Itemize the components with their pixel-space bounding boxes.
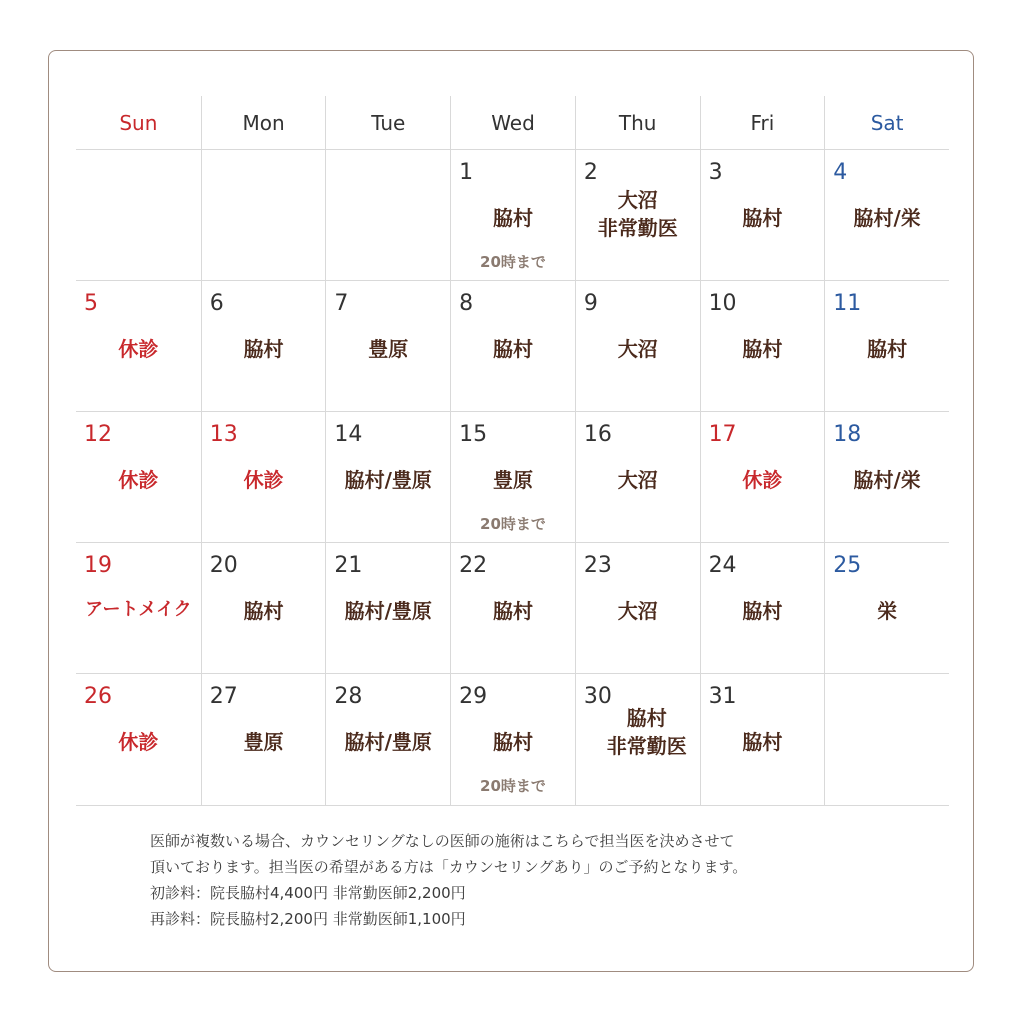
doctor-name: 大沼 [617, 599, 658, 623]
doctor-schedule [326, 464, 450, 493]
day-cell-6 [201, 281, 326, 412]
day-cell-27 [201, 674, 326, 805]
doctor-name: 脇村 [243, 337, 284, 361]
doctor-schedule [202, 595, 326, 624]
footer-line-2: 頂いております。担当医の希望がある方は「カウンセリングあり」のご予約となります。 [150, 858, 748, 876]
doctor-note: 非常勤医 [597, 216, 678, 240]
day-number: 14 [334, 422, 363, 447]
weekday-header-thu: Thu [575, 96, 700, 150]
day-number: 13 [209, 422, 238, 447]
weekday-header-wed: Wed [450, 96, 575, 150]
doctor-name: 大沼 [617, 337, 658, 361]
day-number: 28 [334, 684, 363, 709]
day-number: 29 [459, 684, 488, 709]
doctor-name: 脇村 [742, 730, 783, 754]
doctor-name: 休診 [742, 468, 783, 492]
day-cell-10 [700, 281, 825, 412]
doctor-name: 大沼 [617, 468, 658, 492]
doctor-schedule [825, 464, 949, 493]
day-number: 27 [209, 684, 238, 709]
day-number: 9 [583, 291, 598, 316]
day-cell-22 [450, 543, 575, 674]
day-number: 21 [334, 553, 363, 578]
doctor-name: 休診 [118, 337, 159, 361]
day-number: 2 [583, 160, 598, 185]
day-cell-17 [700, 412, 825, 543]
day-cell-7 [325, 281, 450, 412]
day-cell-9 [575, 281, 700, 412]
day-number: 24 [708, 553, 737, 578]
day-cell-12 [76, 412, 201, 543]
doctor-schedule [825, 202, 949, 231]
day-number: 18 [833, 422, 862, 447]
doctor-schedule [202, 333, 326, 362]
doctor-schedule [451, 726, 575, 755]
day-number: 30 [583, 684, 612, 709]
doctor-name: 脇村 [867, 337, 908, 361]
day-cell-4 [824, 150, 949, 281]
doctor-schedule [825, 595, 949, 624]
day-number: 8 [459, 291, 474, 316]
doctor-name: 脇村 [742, 337, 783, 361]
day-number: 5 [84, 291, 98, 316]
footer-line-1: 医師が複数いる場合、カウンセリングなしの医師の施術はこちらで担当医を決めさせて [150, 832, 735, 850]
doctor-schedule [326, 726, 450, 755]
day-cell-25 [824, 543, 949, 674]
day-cell-13 [201, 412, 326, 543]
empty-day-cell [325, 150, 450, 281]
day-cell-8 [450, 281, 575, 412]
doctor-schedule [701, 464, 825, 493]
doctor-name: 休診 [118, 730, 159, 754]
doctor-schedule [701, 202, 825, 231]
doctor-name: 脇村 [626, 706, 667, 730]
day-number: 22 [459, 553, 488, 578]
doctor-schedule [451, 595, 575, 624]
day-number: 19 [84, 553, 112, 578]
hours-note: 20時まで [480, 253, 546, 271]
doctor-name: 脇村 [492, 599, 533, 623]
day-cell-15 [450, 412, 575, 543]
doctor-name: 脇村 [243, 599, 284, 623]
doctor-name: 大沼 [617, 188, 658, 212]
doctor-schedule [451, 333, 575, 362]
doctor-name: 脇村 [492, 337, 533, 361]
doctor-name: 栄 [877, 599, 898, 623]
doctor-name: 休診 [243, 468, 284, 492]
weekday-header-sat: Sat [824, 96, 949, 150]
day-number: 23 [583, 553, 612, 578]
day-cell-29 [450, 674, 575, 805]
day-cell-30 [575, 674, 700, 805]
day-number: 15 [459, 422, 488, 447]
day-number: 16 [583, 422, 612, 447]
day-number: 3 [708, 160, 723, 185]
doctor-name: 豊原 [368, 337, 409, 361]
day-number: 10 [708, 291, 737, 316]
footer-line-4: 再診料：院長脇村2,200円 非常勤医師1,100円 [150, 910, 466, 928]
doctor-schedule [576, 333, 700, 362]
day-cell-31 [700, 674, 825, 805]
day-cell-18 [824, 412, 949, 543]
weekday-header-mon: Mon [201, 96, 326, 150]
day-number: 31 [708, 684, 737, 709]
day-cell-16 [575, 412, 700, 543]
doctor-schedule [326, 333, 450, 362]
day-number: 25 [833, 553, 862, 578]
doctor-schedule [451, 464, 575, 493]
day-cell-28 [325, 674, 450, 805]
day-cell-24 [700, 543, 825, 674]
day-cell-11 [824, 281, 949, 412]
doctor-name: 休診 [118, 468, 159, 492]
day-cell-1 [450, 150, 575, 281]
doctor-name: 脇村 [742, 599, 783, 623]
doctor-schedule [76, 595, 201, 621]
doctor-schedule [701, 333, 825, 362]
doctor-name: 脇村/栄 [853, 468, 921, 492]
doctor-schedule [326, 595, 450, 624]
day-number: 12 [84, 422, 112, 447]
doctor-name: 脇村/豊原 [344, 599, 432, 623]
doctor-schedule [202, 464, 326, 493]
day-number: 20 [209, 553, 238, 578]
doctor-name: 豊原 [243, 730, 284, 754]
doctor-schedule [576, 186, 700, 242]
footer-notes [150, 828, 747, 932]
day-number: 4 [833, 160, 848, 185]
doctor-name: アートメイク [85, 599, 192, 620]
doctor-schedule [576, 595, 700, 624]
weekday-header-fri: Fri [700, 96, 825, 150]
doctor-name: 豊原 [492, 468, 533, 492]
day-cell-2 [575, 150, 700, 281]
empty-day-cell [824, 674, 949, 805]
doctor-name: 脇村 [492, 730, 533, 754]
doctor-schedule [76, 726, 201, 755]
doctor-schedule [701, 595, 825, 624]
doctor-note: 非常勤医 [606, 734, 687, 758]
doctor-schedule [701, 726, 825, 755]
day-number: 11 [833, 291, 862, 316]
day-cell-21 [325, 543, 450, 674]
doctor-schedule [202, 726, 326, 755]
doctor-schedule [76, 464, 201, 493]
doctor-name: 脇村/栄 [853, 206, 921, 230]
day-cell-23 [575, 543, 700, 674]
doctor-name: 脇村 [492, 206, 533, 230]
day-number: 7 [334, 291, 349, 316]
day-cell-19 [76, 543, 201, 674]
day-number: 1 [459, 160, 474, 185]
doctor-schedule [576, 464, 700, 493]
empty-day-cell [201, 150, 326, 281]
doctor-schedule [451, 202, 575, 231]
doctor-name: 脇村 [742, 206, 783, 230]
footer-line-3: 初診料：院長脇村4,400円 非常勤医師2,200円 [150, 884, 466, 902]
hours-note: 20時まで [480, 777, 546, 795]
doctor-name: 脇村/豊原 [344, 730, 432, 754]
doctor-schedule [594, 704, 700, 760]
weekday-header-tue: Tue [325, 96, 450, 150]
doctor-name: 脇村/豊原 [344, 468, 432, 492]
weekday-header-sun: Sun [76, 96, 201, 150]
day-cell-26 [76, 674, 201, 805]
doctor-schedule [76, 333, 201, 362]
empty-day-cell [76, 150, 201, 281]
day-cell-14 [325, 412, 450, 543]
day-cell-20 [201, 543, 326, 674]
day-number: 17 [708, 422, 737, 447]
calendar-grid [76, 96, 949, 806]
day-cell-5 [76, 281, 201, 412]
day-number: 6 [209, 291, 224, 316]
day-number: 26 [84, 684, 112, 709]
day-cell-3 [700, 150, 825, 281]
doctor-schedule [825, 333, 949, 362]
hours-note: 20時まで [480, 515, 546, 533]
